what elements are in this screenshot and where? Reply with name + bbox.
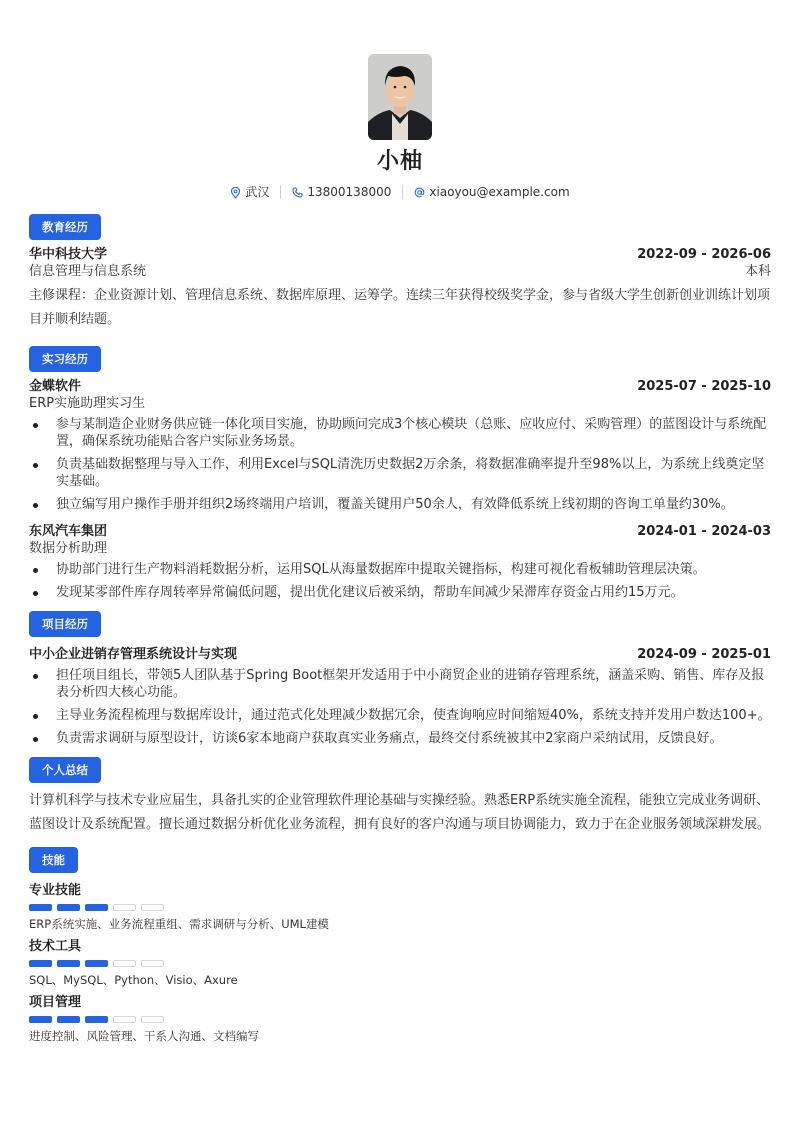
skill-level-bar [29, 904, 771, 911]
location-icon [230, 187, 241, 198]
internship-role: ERP实施助理实习生 [29, 396, 146, 411]
skill-level-segment [85, 960, 108, 967]
skill-name: 技术工具 [29, 939, 82, 954]
internship-entry [29, 523, 771, 601]
summary-section [29, 757, 771, 837]
section-title-internship: 实习经历 [29, 346, 101, 372]
skills-section [29, 847, 771, 1044]
skill-level-segment [29, 1016, 52, 1023]
skill-level-segment [57, 1016, 80, 1023]
section-title-skills: 技能 [29, 847, 78, 873]
project-section [29, 611, 771, 747]
project-period: 2024-09 - 2025-01 [637, 647, 771, 662]
internship-role: 数据分析助理 [29, 541, 108, 556]
education-section [29, 214, 771, 332]
bullet-item: 发现某零部件库存周转率异常偏低问题，提出优化建议后被采纳，帮助车间减少呆滞库存资金占用约15万元。 [29, 584, 771, 601]
skill-level-segment [85, 1016, 108, 1023]
skill-level-bar [29, 960, 771, 967]
contact-phone [292, 184, 391, 200]
skill-name: 项目管理 [29, 995, 82, 1010]
education-entry-sub [29, 263, 771, 280]
internship-role-row [29, 540, 771, 557]
phone-text: 13800138000 [307, 185, 392, 199]
section-title-education: 教育经历 [29, 214, 101, 240]
internship-entry-head [29, 378, 771, 395]
skill-level-segment [57, 960, 80, 967]
project-entry-head [29, 646, 771, 663]
internship-role-row [29, 395, 771, 412]
skill-level-segment [113, 904, 136, 911]
internship-period: 2025-07 - 2025-10 [637, 379, 771, 394]
summary-text: 计算机科学与技术专业应届生，具备扎实的企业管理软件理论基础与实操经验。熟悉ERP系统实施全流程，能独立完成业务调研、蓝图设计及系统配置。擅长通过数据分析优化业务流程，拥有良好的客户沟通与项目协调能力，致力于在企业服务领域深耕发展。 [29, 793, 771, 832]
major: 信息管理与信息系统 [29, 264, 147, 279]
skill-group [29, 882, 771, 932]
internship-entry-head [29, 523, 771, 540]
skill-level-segment [141, 904, 164, 911]
skill-level-segment [113, 960, 136, 967]
skill-description: 进度控制、风险管理、干系人沟通、文档编写 [29, 1029, 259, 1043]
skill-group [29, 938, 771, 988]
divider [402, 185, 403, 199]
skill-name: 专业技能 [29, 883, 82, 898]
section-title-summary: 个人总结 [29, 757, 101, 783]
degree: 本科 [744, 264, 771, 279]
project-name: 中小企业进销存管理系统设计与实现 [29, 647, 238, 662]
email-text: xiaoyou@example.com [429, 185, 570, 199]
email-icon [414, 187, 425, 198]
education-entry-head [29, 246, 771, 263]
contact-location [230, 184, 269, 200]
school-name: 华中科技大学 [29, 247, 108, 262]
company-name: 东风汽车集团 [29, 524, 108, 539]
bullet-item: 负责基础数据整理与导入工作，利用Excel与SQL清洗历史数据2万余条，将数据准确率提升至98%以上，为系统上线奠定坚实基础。 [29, 456, 771, 490]
skill-level-segment [29, 904, 52, 911]
bullet-item: 独立编写用户操作手册并组织2场终端用户培训，覆盖关键用户50余人，有效降低系统上线初期的咨询工单量约30%。 [29, 496, 771, 513]
phone-icon [292, 187, 303, 198]
internship-bullets [29, 561, 771, 601]
education-description: 主修课程：企业资源计划、管理信息系统、数据库原理、运筹学。连续三年获得校级奖学金，参与省级大学生创新创业训练计划项目并顺利结题。 [29, 288, 771, 327]
bullet-item: 参与某制造企业财务供应链一体化项目实施，协助顾问完成3个核心模块（总账、应收应付、采购管理）的蓝图设计与系统配置，确保系统功能贴合客户实际业务场景。 [29, 416, 771, 450]
bullet-item: 担任项目组长，带领5人团队基于Spring Boot框架开发适用于中小商贸企业的进销存管理系统，涵盖采购、销售、库存及报表分析四大核心功能。 [29, 667, 771, 701]
contact-email [414, 184, 569, 200]
skill-level-segment [141, 960, 164, 967]
education-period: 2022-09 - 2026-06 [637, 247, 771, 262]
skill-description: SQL、MySQL、Python、Visio、Axure [29, 973, 238, 987]
bullet-item: 负责需求调研与原型设计，访谈6家本地商户获取真实业务痛点，最终交付系统被其中2家商户采纳试用，反馈良好。 [29, 730, 771, 747]
company-name: 金蝶软件 [29, 379, 82, 394]
section-title-project: 项目经历 [29, 611, 101, 637]
project-bullets [29, 667, 771, 747]
divider [280, 185, 281, 199]
skill-group [29, 994, 771, 1044]
skill-level-segment [85, 904, 108, 911]
internship-entry [29, 378, 771, 513]
location-text: 武汉 [245, 185, 270, 199]
internship-section [29, 346, 771, 601]
candidate-name: 小柚 [376, 149, 423, 174]
skill-level-segment [29, 960, 52, 967]
bullet-item: 协助部门进行生产物料消耗数据分析，运用SQL从海量数据库中提取关键指标，构建可视化看板辅助管理层决策。 [29, 561, 771, 578]
skill-level-segment [113, 1016, 136, 1023]
skill-level-segment [57, 904, 80, 911]
resume-header [29, 0, 771, 200]
skill-level-bar [29, 1016, 771, 1023]
contact-info [29, 184, 771, 200]
skill-level-segment [141, 1016, 164, 1023]
profile-photo [368, 54, 432, 140]
skill-description: ERP系统实施、业务流程重组、需求调研与分析、UML建模 [29, 917, 329, 931]
internship-period: 2024-01 - 2024-03 [637, 524, 771, 539]
internship-bullets [29, 416, 771, 513]
bullet-item: 主导业务流程梳理与数据库设计，通过范式化处理减少数据冗余，使查询响应时间缩短40%，系统支持并发用户数达100+。 [29, 707, 771, 724]
